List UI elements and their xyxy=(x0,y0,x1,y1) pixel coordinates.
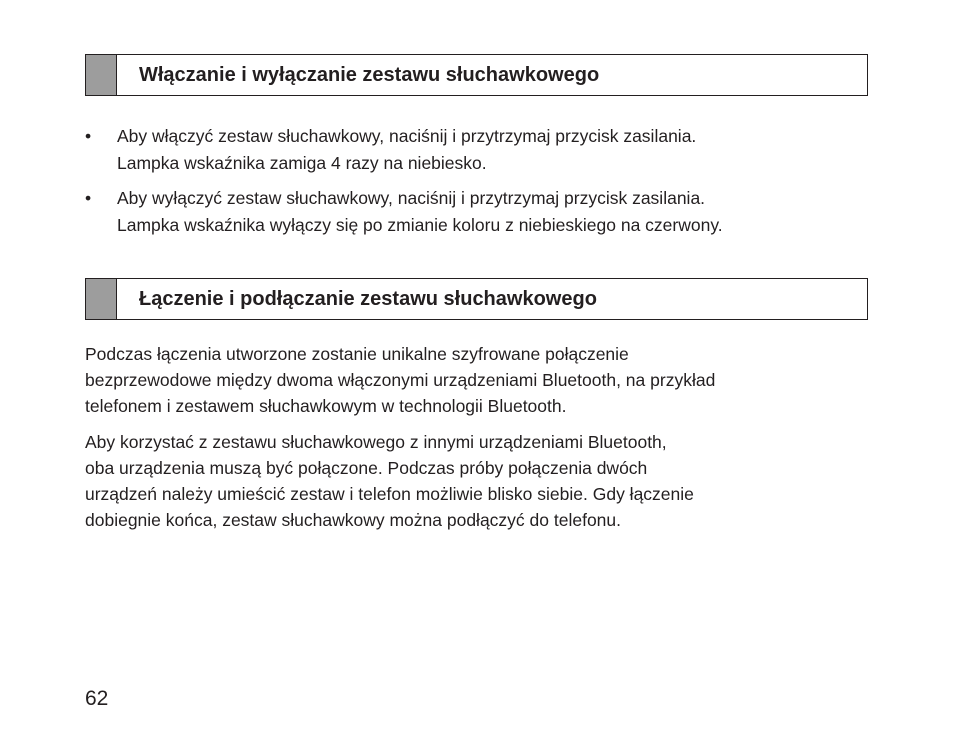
paragraph xyxy=(85,429,885,533)
paragraph xyxy=(85,341,885,419)
section-header-pairing xyxy=(85,278,868,320)
paragraph-line: bezprzewodowe między dwoma włączonymi urządzeniami Bluetooth, na przykład xyxy=(85,370,716,390)
list-item xyxy=(85,123,885,177)
section-title: Włączanie i wyłączanie zestawu słuchawkowego xyxy=(139,64,600,86)
section-title: Łączenie i podłączanie zestawu słuchawkowego xyxy=(139,288,597,310)
paragraph-line: dobiegnie końca, zestaw słuchawkowy można podłączyć do telefonu. xyxy=(85,510,622,530)
bullet-list xyxy=(85,123,885,247)
list-item xyxy=(85,185,885,239)
bullet-line: Aby wyłączyć zestaw słuchawkowy, naciśnij i przytrzymaj przycisk zasilania. xyxy=(117,188,706,208)
paragraph-line: urządzeń należy umieścić zestaw i telefon możliwie blisko siebie. Gdy łączenie xyxy=(85,484,694,504)
paragraph-line: Aby korzystać z zestawu słuchawkowego z innymi urządzeniami Bluetooth, xyxy=(85,432,667,452)
page-number: 62 xyxy=(85,687,109,710)
paragraph-line: Podczas łączenia utworzone zostanie unikalne szyfrowane połączenie xyxy=(85,344,629,364)
bullet-line: Lampka wskaźnika zamiga 4 razy na niebiesko. xyxy=(117,153,487,173)
section-marker xyxy=(86,55,117,95)
bullet-icon: • xyxy=(85,188,92,208)
bullet-icon: • xyxy=(85,126,92,146)
bullet-line: Lampka wskaźnika wyłączy się po zmianie koloru z niebieskiego na czerwony. xyxy=(117,215,723,235)
paragraph-line: telefonem i zestawem słuchawkowym w technologii Bluetooth. xyxy=(85,396,567,416)
bullet-line: Aby włączyć zestaw słuchawkowy, naciśnij i przytrzymaj przycisk zasilania. xyxy=(117,126,697,146)
section-header-power xyxy=(85,54,868,96)
section-marker xyxy=(86,279,117,319)
paragraph-line: oba urządzenia muszą być połączone. Podczas próby połączenia dwóch xyxy=(85,458,648,478)
